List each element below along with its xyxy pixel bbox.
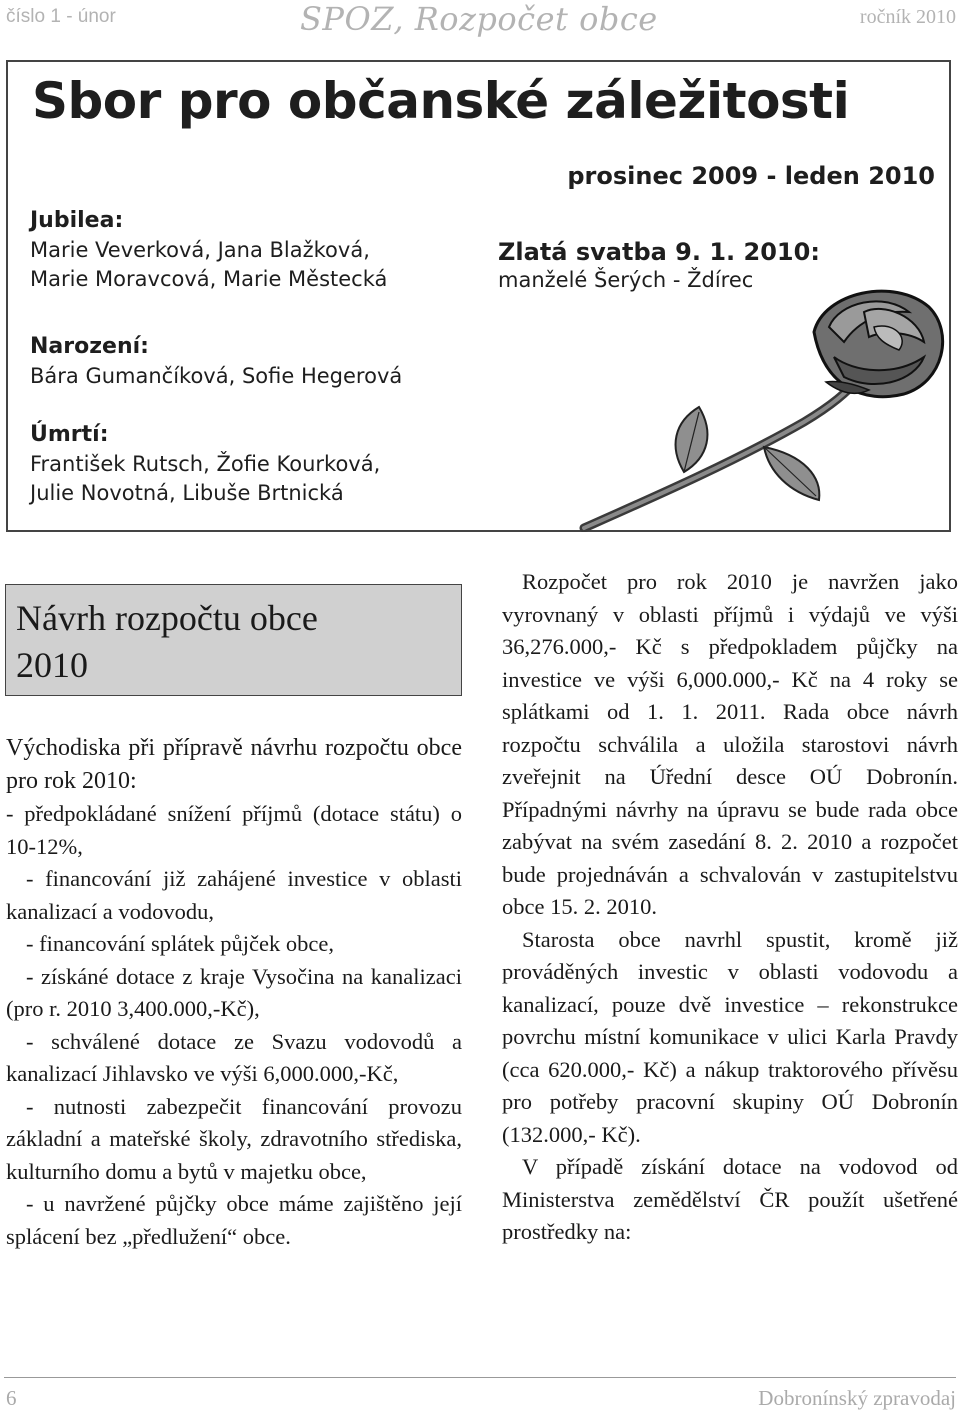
jubilea-label: Jubilea: — [30, 208, 124, 233]
deaths-line: Julie Novotná, Libuše Brtnická — [30, 481, 344, 505]
article-paragraph: V případě získání dotace na vodovod od Ministerstva zemědělství ČR použít ušetřené prostředky na: — [502, 1154, 958, 1244]
deaths-line: František Rutsch, Žofie Kourková, — [30, 452, 381, 476]
jubilea-line: Marie Moravcová, Marie Městecká — [30, 267, 388, 291]
footer-divider — [4, 1377, 956, 1378]
publication-name: Dobronínský zpravodaj — [758, 1386, 956, 1410]
article-heading-line: Návrh rozpočtu obce — [16, 598, 318, 638]
article-paragraph: - nutnosti zabezpečit financování provozu základní a mateřské školy, zdravotního střediska, kulturního domu a bytů v majetku obce, — [6, 1093, 462, 1184]
article-heading-box — [5, 584, 462, 696]
article-paragraph: Rozpočet pro rok 2010 je navržen jako vyrovnaný v oblasti příjmů i výdajů ve výši 36,276.000,- Kč s předpokladem půjčky na investice ve výši 6,000.000,- Kč na 4 roky se splátkami od 1. 1. 2011. Rada obce návrh rozpočtu schválila a uložila starostovi návrh zveřejnit na Úřední desce OÚ Dobronín. Případnými návrhy na úpravu se bude rada obce zabývat na svém zasedání 8. 2. 2010 a rozpočet bude projednáván a schvalován v zastupitelstvu obce 15. 2. 2010. — [502, 569, 958, 919]
deaths-label: Úmrtí: — [30, 422, 109, 447]
notice-period: prosinec 2009 - leden 2010 — [567, 162, 935, 190]
births-label: Narození: — [30, 334, 149, 359]
volume-label: ročník 2010 — [859, 6, 956, 28]
article-paragraph: - získáné dotace z kraje Vysočina na kanalizaci (pro r. 2010 3,400.000,-Kč), — [6, 963, 462, 1021]
deaths-names — [30, 450, 380, 508]
article-paragraph: Východiska při přípravě návrhu rozpočtu obce pro rok 2010: — [6, 735, 462, 794]
running-header — [0, 0, 960, 40]
rose-icon — [564, 272, 954, 532]
jubilea-names — [30, 236, 387, 294]
spoz-notice-box — [6, 60, 951, 532]
jubilea-line: Marie Veverková, Jana Blažková, — [30, 238, 370, 262]
article-heading — [16, 595, 318, 689]
wedding-label: Zlatá svatba 9. 1. 2010: — [498, 238, 820, 266]
article-paragraph: - u navržené půjčky obce máme zajištěno její splácení bez „předlužení“ obce. — [6, 1191, 462, 1249]
article-paragraph: - financování již zahájené investice v oblasti kanalizací a vodovodu, — [6, 866, 462, 924]
article-paragraph: - schválené dotace ze Svazu vodovodů a kanalizací Jihlavsko ve výši 6,000.000,-Kč, — [6, 1028, 462, 1086]
wedding-names: manželé Šerých - Ždírec — [498, 268, 754, 292]
article-heading-line: 2010 — [16, 645, 88, 685]
issue-label: číslo 1 - únor — [6, 6, 116, 27]
notice-title: Sbor pro občanské záležitosti — [32, 72, 850, 130]
article-paragraph: - předpokládané snížení příjmů (dotace státu) o 10-12%, — [6, 801, 462, 859]
section-title: SPOZ, Rozpočet obce — [300, 0, 658, 38]
births-names: Bára Gumančíková, Sofie Hegerová — [30, 364, 403, 388]
article-right-column — [502, 566, 958, 1249]
article-left-column — [6, 732, 462, 1253]
page-number: 6 — [6, 1386, 17, 1410]
article-paragraph: Starosta obce navrhl spustit, kromě již prováděných investic v oblasti vodovodu a kanalizací, pouze dvě investice – rekonstrukce povrchu místní komunikace v ulici Karla Pravdy (cca 620.000,- Kč) a nákup traktorového přívěsu pro potřeby pracovní skupiny OÚ Dobronín (132.000,- Kč). — [502, 926, 958, 1147]
article-paragraph: - financování splátek půjček obce, — [26, 931, 335, 956]
